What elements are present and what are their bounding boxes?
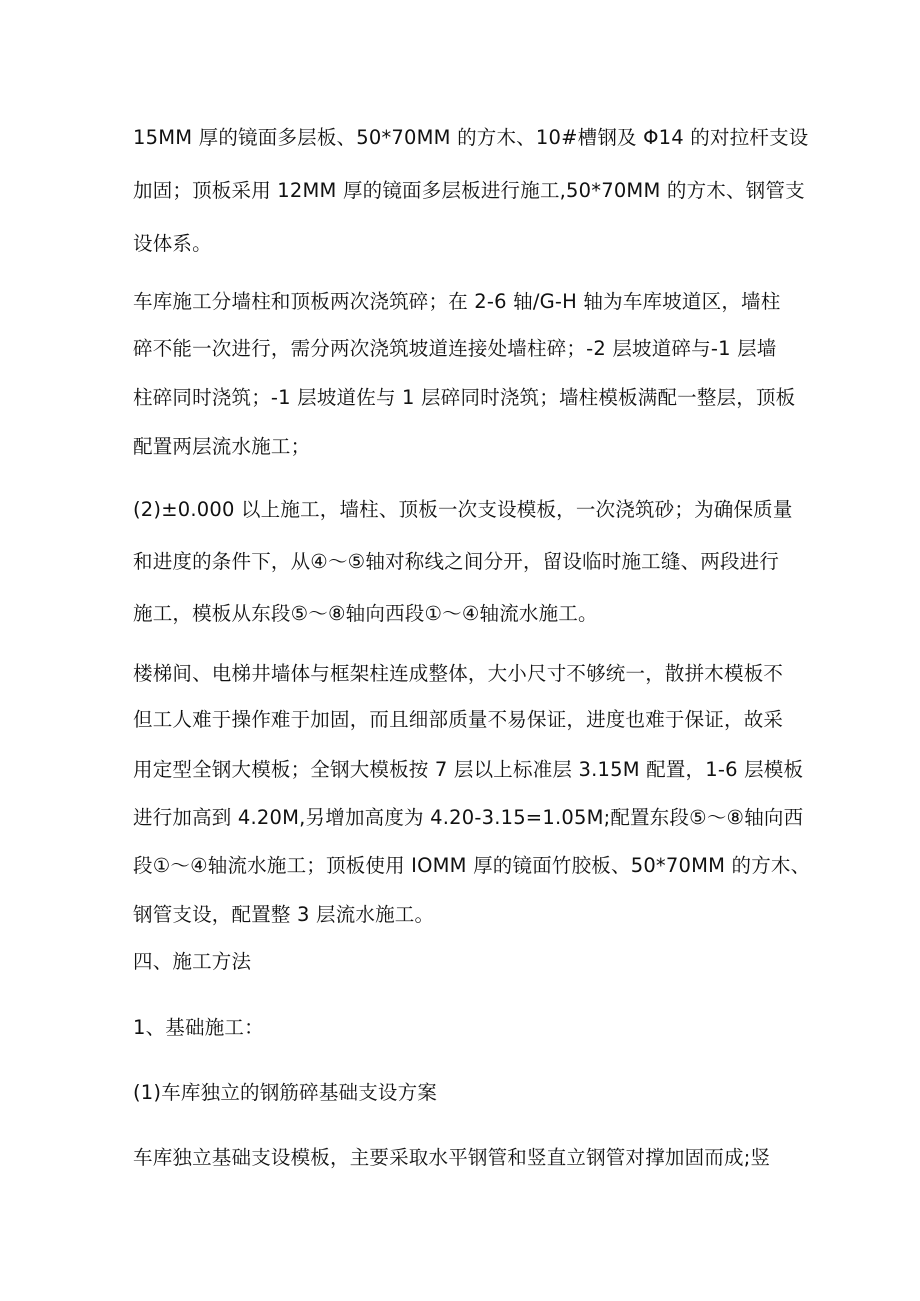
text-line: 段①～④轴流水施工；顶板使用 IOMM 厚的镜面竹胶板、50*70MM 的方木、	[133, 854, 811, 877]
text-line: 加固；顶板采用 12MM 厚的镜面多层板进行施工,50*70MM 的方木、钢管支	[133, 179, 805, 202]
text-line: 但工人难于操作难于加固，而且细部质量不易保证，进度也难于保证，故采	[133, 708, 784, 731]
text-line: 碎不能一次进行，需分两次浇筑坡道连接处墙柱碎；-2 层坡道碎与-1 层墙	[133, 337, 777, 360]
text-line: 车库施工分墙柱和顶板两次浇筑碎；在 2-6 轴/G-H 轴为车库坡道区，墙柱	[133, 290, 781, 313]
heading-text: (1)车库独立的钢筋碎基础支设方案	[133, 1081, 438, 1104]
heading-text: 1、基础施工：	[133, 1016, 264, 1039]
text-line: 和进度的条件下，从④～⑤轴对称线之间分开，留设临时施工缝、两段进行	[133, 550, 780, 573]
text-line: 配置两层流水施工；	[133, 435, 311, 458]
text-line: 施工，模板从东段⑤～⑧轴向西段①～④轴流水施工。	[133, 602, 598, 625]
text-line: (2)±0.000 以上施工，墙柱、顶板一次支设模板，一次浇筑砂；为确保质量	[133, 498, 793, 521]
text-line: 柱碎同时浇筑；-1 层坡道佐与 1 层碎同时浇筑；墙柱模板满配一整层，顶板	[133, 386, 796, 409]
text-line: 设体系。	[133, 232, 212, 255]
text-line: 用定型全钢大模板；全钢大模板按 7 层以上标准层 3.15M 配置，1-6 层模板	[133, 758, 804, 781]
text-line: 钢管支设，配置整 3 层流水施工。	[133, 903, 435, 926]
text-line: 进行加高到 4.20M,另增加高度为 4.20-3.15=1.05M;配置东段⑤～⑧轴向西	[133, 806, 804, 829]
text-line: 15MM 厚的镜面多层板、50*70MM 的方木、10#槽钢及 Φ14 的对拉杆支设	[133, 126, 809, 149]
text-line: 楼梯间、电梯井墙体与框架柱连成整体，大小尺寸不够统一，散拼木模板不	[133, 662, 784, 685]
heading-text: 四、施工方法	[133, 950, 252, 973]
text-line: 车库独立基础支设模板，主要采取水平钢管和竖直立钢管对撑加固而成;竖	[133, 1146, 771, 1169]
